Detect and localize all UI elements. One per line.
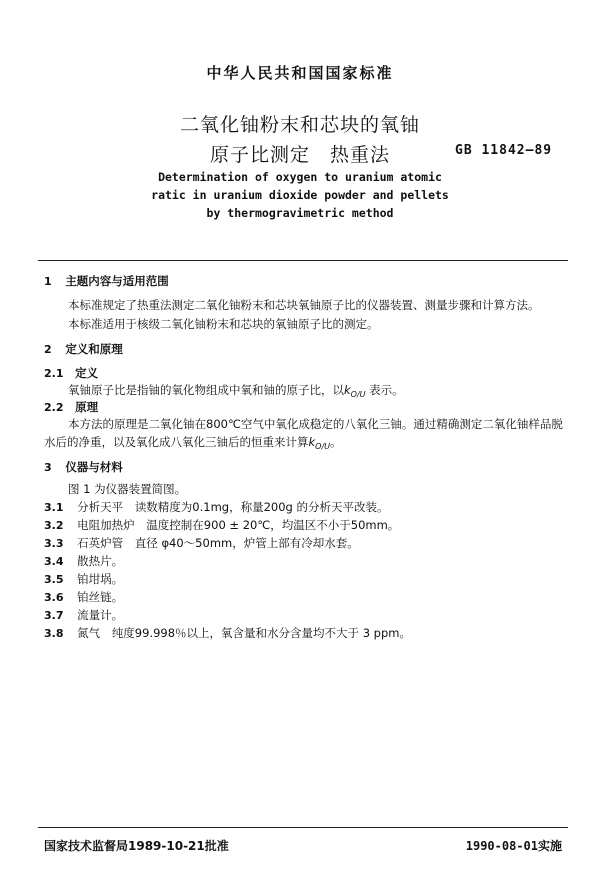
symbol-k: k — [308, 435, 316, 449]
item-number: 3.5 — [44, 573, 64, 586]
item-desc: 温度控制在900 ± 20℃，均温区不小于50mm。 — [146, 518, 400, 532]
subsection-number: 2.1 — [44, 367, 64, 380]
item-name: 散热片。 — [77, 554, 124, 568]
item-number: 3.8 — [44, 627, 64, 640]
title-line-1: 二氧化铀粉末和芯块的氧铀 — [179, 114, 420, 136]
section-2-heading — [44, 340, 123, 359]
text: 水后的净重，以及氧化成八氧化三铀后的恒重来计算 — [44, 435, 309, 449]
item-number: 3.6 — [44, 591, 64, 604]
definition-paragraph — [68, 381, 404, 404]
principle-line-2 — [44, 433, 342, 456]
section-title: 主题内容与适用范围 — [65, 274, 169, 288]
item-number: 3.7 — [44, 609, 64, 622]
text: 表示。 — [365, 383, 404, 397]
item-desc: 纯度99.998％以上，氧含量和水分含量均不大于 3 ppm。 — [111, 626, 411, 640]
list-item — [44, 624, 411, 643]
header-divider — [38, 260, 568, 261]
list-item — [44, 588, 123, 607]
standard-code: GB 11842—89 — [455, 143, 553, 158]
section-title: 仪器与材料 — [65, 460, 123, 474]
paragraph: 本标准适用于核级二氧化铀粉末和芯块的氧铀原子比的测定。 — [68, 317, 379, 331]
effective-date: 1990-08-01实施 — [465, 839, 562, 853]
item-number: 3.2 — [44, 519, 64, 532]
english-title-line-2: ratic in uranium dioxide powder and pellets — [151, 188, 449, 202]
item-name: 石英炉管 — [77, 536, 124, 550]
item-desc: 直径 φ40～50mm，炉管上部有冷却水套。 — [134, 536, 359, 550]
national-standard-label: 中华人民共和国国家标准 — [206, 64, 394, 82]
list-item — [44, 552, 123, 571]
item-name: 流量计。 — [77, 608, 124, 622]
footer-divider — [38, 827, 568, 828]
list-item — [44, 570, 123, 589]
item-name: 分析天平 — [77, 500, 124, 514]
section-number: 3 — [44, 461, 52, 474]
item-name: 电阻加热炉 — [77, 518, 135, 532]
list-item — [44, 516, 399, 535]
symbol-k: k — [344, 383, 351, 397]
list-item — [44, 534, 359, 553]
title-line-2: 原子比测定 热重法 — [209, 144, 390, 166]
item-desc: 读数精度为0.1mg，称量200g 的分析天平改装。 — [134, 500, 389, 514]
symbol-subscript: O/U — [315, 442, 331, 451]
item-number: 3.3 — [44, 537, 64, 550]
paragraph: 本标准规定了热重法测定二氧化铀粉末和芯块氧铀原子比的仪器装置、测量步骤和计算方法。 — [68, 298, 540, 312]
section-title: 定义和原理 — [65, 342, 123, 356]
section-1-heading — [44, 272, 169, 291]
english-title-line-3: by thermogravimetric method — [206, 206, 394, 220]
item-name: 铂坩埚。 — [77, 572, 124, 586]
item-number: 3.4 — [44, 555, 64, 568]
figure-intro: 图 1 为仪器装置简图。 — [68, 482, 187, 496]
section-number: 1 — [44, 275, 52, 288]
text: 。 — [330, 435, 342, 449]
principle-line-1: 本方法的原理是二氧化铀在800℃空气中氧化成稳定的八氧化三铀。通过精确测定二氧化铀样品脱 — [68, 417, 563, 431]
english-title-line-1: Determination of oxygen to uranium atomic — [158, 170, 442, 184]
subsection-number: 2.2 — [44, 401, 64, 414]
subsection-title: 定义 — [75, 366, 99, 380]
list-item — [44, 498, 389, 517]
item-name: 氮气 — [77, 626, 101, 640]
approval-date: 国家技术监督局1989-10-21批准 — [44, 839, 229, 853]
symbol-subscript: O/U — [350, 390, 366, 399]
section-number: 2 — [44, 343, 52, 356]
section-3-heading — [44, 458, 123, 477]
subsection-title: 原理 — [75, 400, 99, 414]
item-number: 3.1 — [44, 501, 64, 514]
list-item — [44, 606, 123, 625]
text: 氧铀原子比是指铀的氧化物组成中氧和铀的原子比，以 — [68, 383, 344, 397]
item-name: 铂丝链。 — [77, 590, 124, 604]
